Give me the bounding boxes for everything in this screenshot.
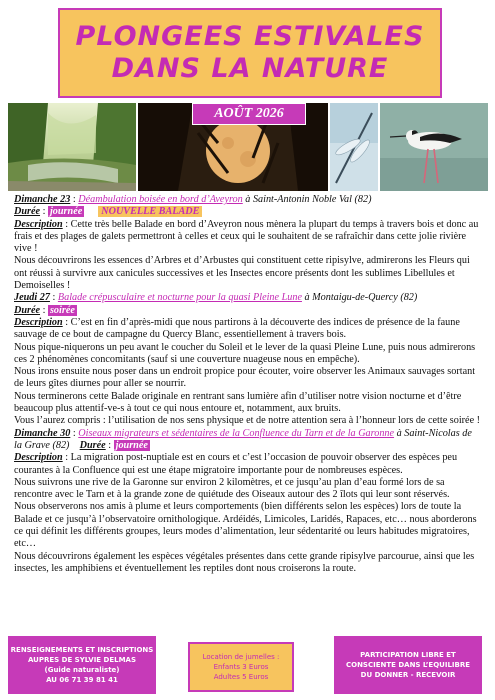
duration-value: journée bbox=[49, 206, 83, 218]
event-place: à Saint-Nicolas de la Grave (82) bbox=[14, 427, 472, 451]
event-paragraph: Nous pique-niquerons un peu avant le coucher du Soleil et le lever de la quasi Pleine Lune, puis nous admirerons ces 2 phénomènes concomitants (sauf si une couverture nuageuse nous en empêche). bbox=[14, 341, 476, 365]
description-label: Description bbox=[14, 316, 63, 328]
events-text bbox=[14, 194, 482, 575]
duration-value: journée bbox=[115, 439, 148, 451]
duration-label: Durée bbox=[14, 206, 41, 218]
new-walk-tag: NOUVELLE BALADE bbox=[98, 206, 202, 217]
title-line-2: DANS LA NATURE bbox=[111, 53, 389, 84]
rental-line: Location de jumelles : bbox=[202, 653, 280, 661]
event-day: Dimanche 30 bbox=[14, 427, 71, 439]
description-label: Description bbox=[14, 218, 63, 230]
contact-phone: AU 06 71 39 81 41 bbox=[46, 676, 118, 684]
participation-line: CONSCIENTE DANS L’EQUILIBRE bbox=[345, 661, 471, 669]
event-day: Dimanche 23 bbox=[14, 194, 71, 205]
contact-box bbox=[8, 636, 156, 694]
description-text: : C’est en fin d’après-midi que nous partirons à la découverte des indices de présence de la faune sauvage de ce bout de campagne du Quercy Blanc, essentiellement à travers bois. bbox=[14, 316, 460, 341]
event-title: Balade crépusculaire et nocturne pour la quasi Pleine Lune bbox=[57, 292, 302, 304]
event-paragraph: Nous irons ensuite nous poser dans un endroit propice pour écouter, voire observer les Animaux sauvages sortant de leurs gîtes diurnes pour aller se nourrir. bbox=[14, 366, 476, 390]
event-header bbox=[14, 194, 482, 206]
description-text: : La migration post-nuptiale est en cours et c’est l’occasion de pouvoir observer des espèces peu courantes à la Confluence qui est une étape migratoire importante pour de nombreuses espèces. bbox=[14, 452, 458, 476]
event-paragraph: Nous suivrons une rive de la Garonne sur environ 2 kilomètres, et ce jusqu’au plan d’eau formé lors de sa rencontre avec le Tarn et à la grande zone de quiétude des Oiseaux autour des 2 îlots qui leur sont réservés. bbox=[14, 476, 450, 501]
event-paragraph: Nous découvrirons également les espèces végétales présentes dans cette grande ripisylve parcourue, ainsi que les insectes, les amphibiens et éventuellement les reptiles dont nous croiserons la route. bbox=[14, 550, 475, 574]
duration-value: soirée bbox=[49, 304, 75, 316]
event-separator: : bbox=[70, 427, 79, 439]
event-paragraph: Nous terminerons cette Balade originale en rentrant sans lumière afin d’utiliser notre vision nocturne et d’être beaucoup plus attentif-ve-s à tout ce qui nous entoure et, notamment, aux bruits. bbox=[14, 390, 462, 415]
event-header bbox=[14, 428, 482, 453]
event-day: Jeudi 27 bbox=[14, 292, 50, 304]
rental-line: Adultes 5 Euros bbox=[213, 673, 269, 681]
description-label: Description bbox=[14, 452, 63, 464]
forest-river-photo bbox=[8, 103, 136, 191]
event-paragraph: Vous l’aurez compris : l’utilisation de nos sens physique et de notre attention sera à l’honneur lors de cette soirée ! bbox=[14, 415, 481, 427]
event-title: Déambulation boisée en bord d’Aveyron bbox=[78, 194, 243, 205]
duration-separator: : bbox=[105, 439, 114, 451]
event-paragraph: Nous observerons nos amis à plume et leurs comportements (bien différents selon les espèces) lors de toute la Balade et ce jusqu’à l’observatoire ornithologique. Ardéidés, Limicoles, Laridés, Rapaces, etc… nous aborderons ce qui définit les différents groupes, leurs modes d’alimentation, leur sédentarité ou leurs habitudes migratoires, etc… bbox=[14, 501, 477, 550]
duration-label: Durée bbox=[14, 304, 41, 316]
event-description bbox=[14, 452, 482, 477]
contact-line: RENSEIGNEMENTS ET INSCRIPTIONS bbox=[10, 646, 154, 654]
event-duration bbox=[14, 305, 482, 317]
rental-line: Enfants 3 Euros bbox=[213, 663, 269, 671]
event-paragraph: Nous découvrirons les essences d’Arbres et d’Arbustes qui constituent cette ripisylve, admirerons les Fleurs qui ont réussi à survivre aux canicules successives et les Insectes encore présents dont les sublimes Libellules et Demoiselles ! bbox=[14, 255, 470, 292]
event-description bbox=[14, 317, 482, 342]
event-separator: : bbox=[70, 194, 79, 205]
stilt-bird-photo bbox=[380, 103, 488, 191]
duration-separator: : bbox=[40, 206, 48, 218]
contact-line: (Guide naturaliste) bbox=[44, 666, 120, 674]
description-text: : Cette très belle Balade en bord d’Aveyron nous mènera la plupart du temps à travers bois et donc au frais et des plages de galets permettront à celles et ceux qui le souhaitent de se rafraîchir dans cette jolie rivière vive ! bbox=[14, 218, 479, 255]
event-description bbox=[14, 219, 482, 256]
month-badge: AOÛT 2026 bbox=[192, 103, 306, 125]
dragonfly-photo bbox=[330, 103, 378, 191]
title-line-1: PLONGEES ESTIVALES bbox=[75, 21, 425, 52]
duration-label: Durée bbox=[79, 439, 106, 451]
event-header bbox=[14, 292, 482, 304]
participation-box bbox=[334, 636, 482, 694]
participation-line: DU DONNER - RECEVOIR bbox=[360, 671, 456, 679]
contact-line: AUPRES DE SYLVIE DELMAS bbox=[27, 656, 137, 664]
participation-line: PARTICIPATION LIBRE ET bbox=[360, 651, 456, 659]
event-title: Oiseaux migrateurs et sédentaires de la Confluence du Tarn et de la Garonne bbox=[78, 427, 395, 439]
event-duration bbox=[14, 206, 482, 218]
event-place: à Saint-Antonin Noble Val (82) bbox=[242, 194, 372, 205]
duration-separator: : bbox=[40, 304, 48, 316]
event-separator: : bbox=[49, 292, 58, 304]
binocular-rental-box bbox=[188, 642, 294, 692]
title-box bbox=[58, 8, 442, 98]
event-place: à Montaigu-de-Quercy (82) bbox=[301, 292, 418, 304]
